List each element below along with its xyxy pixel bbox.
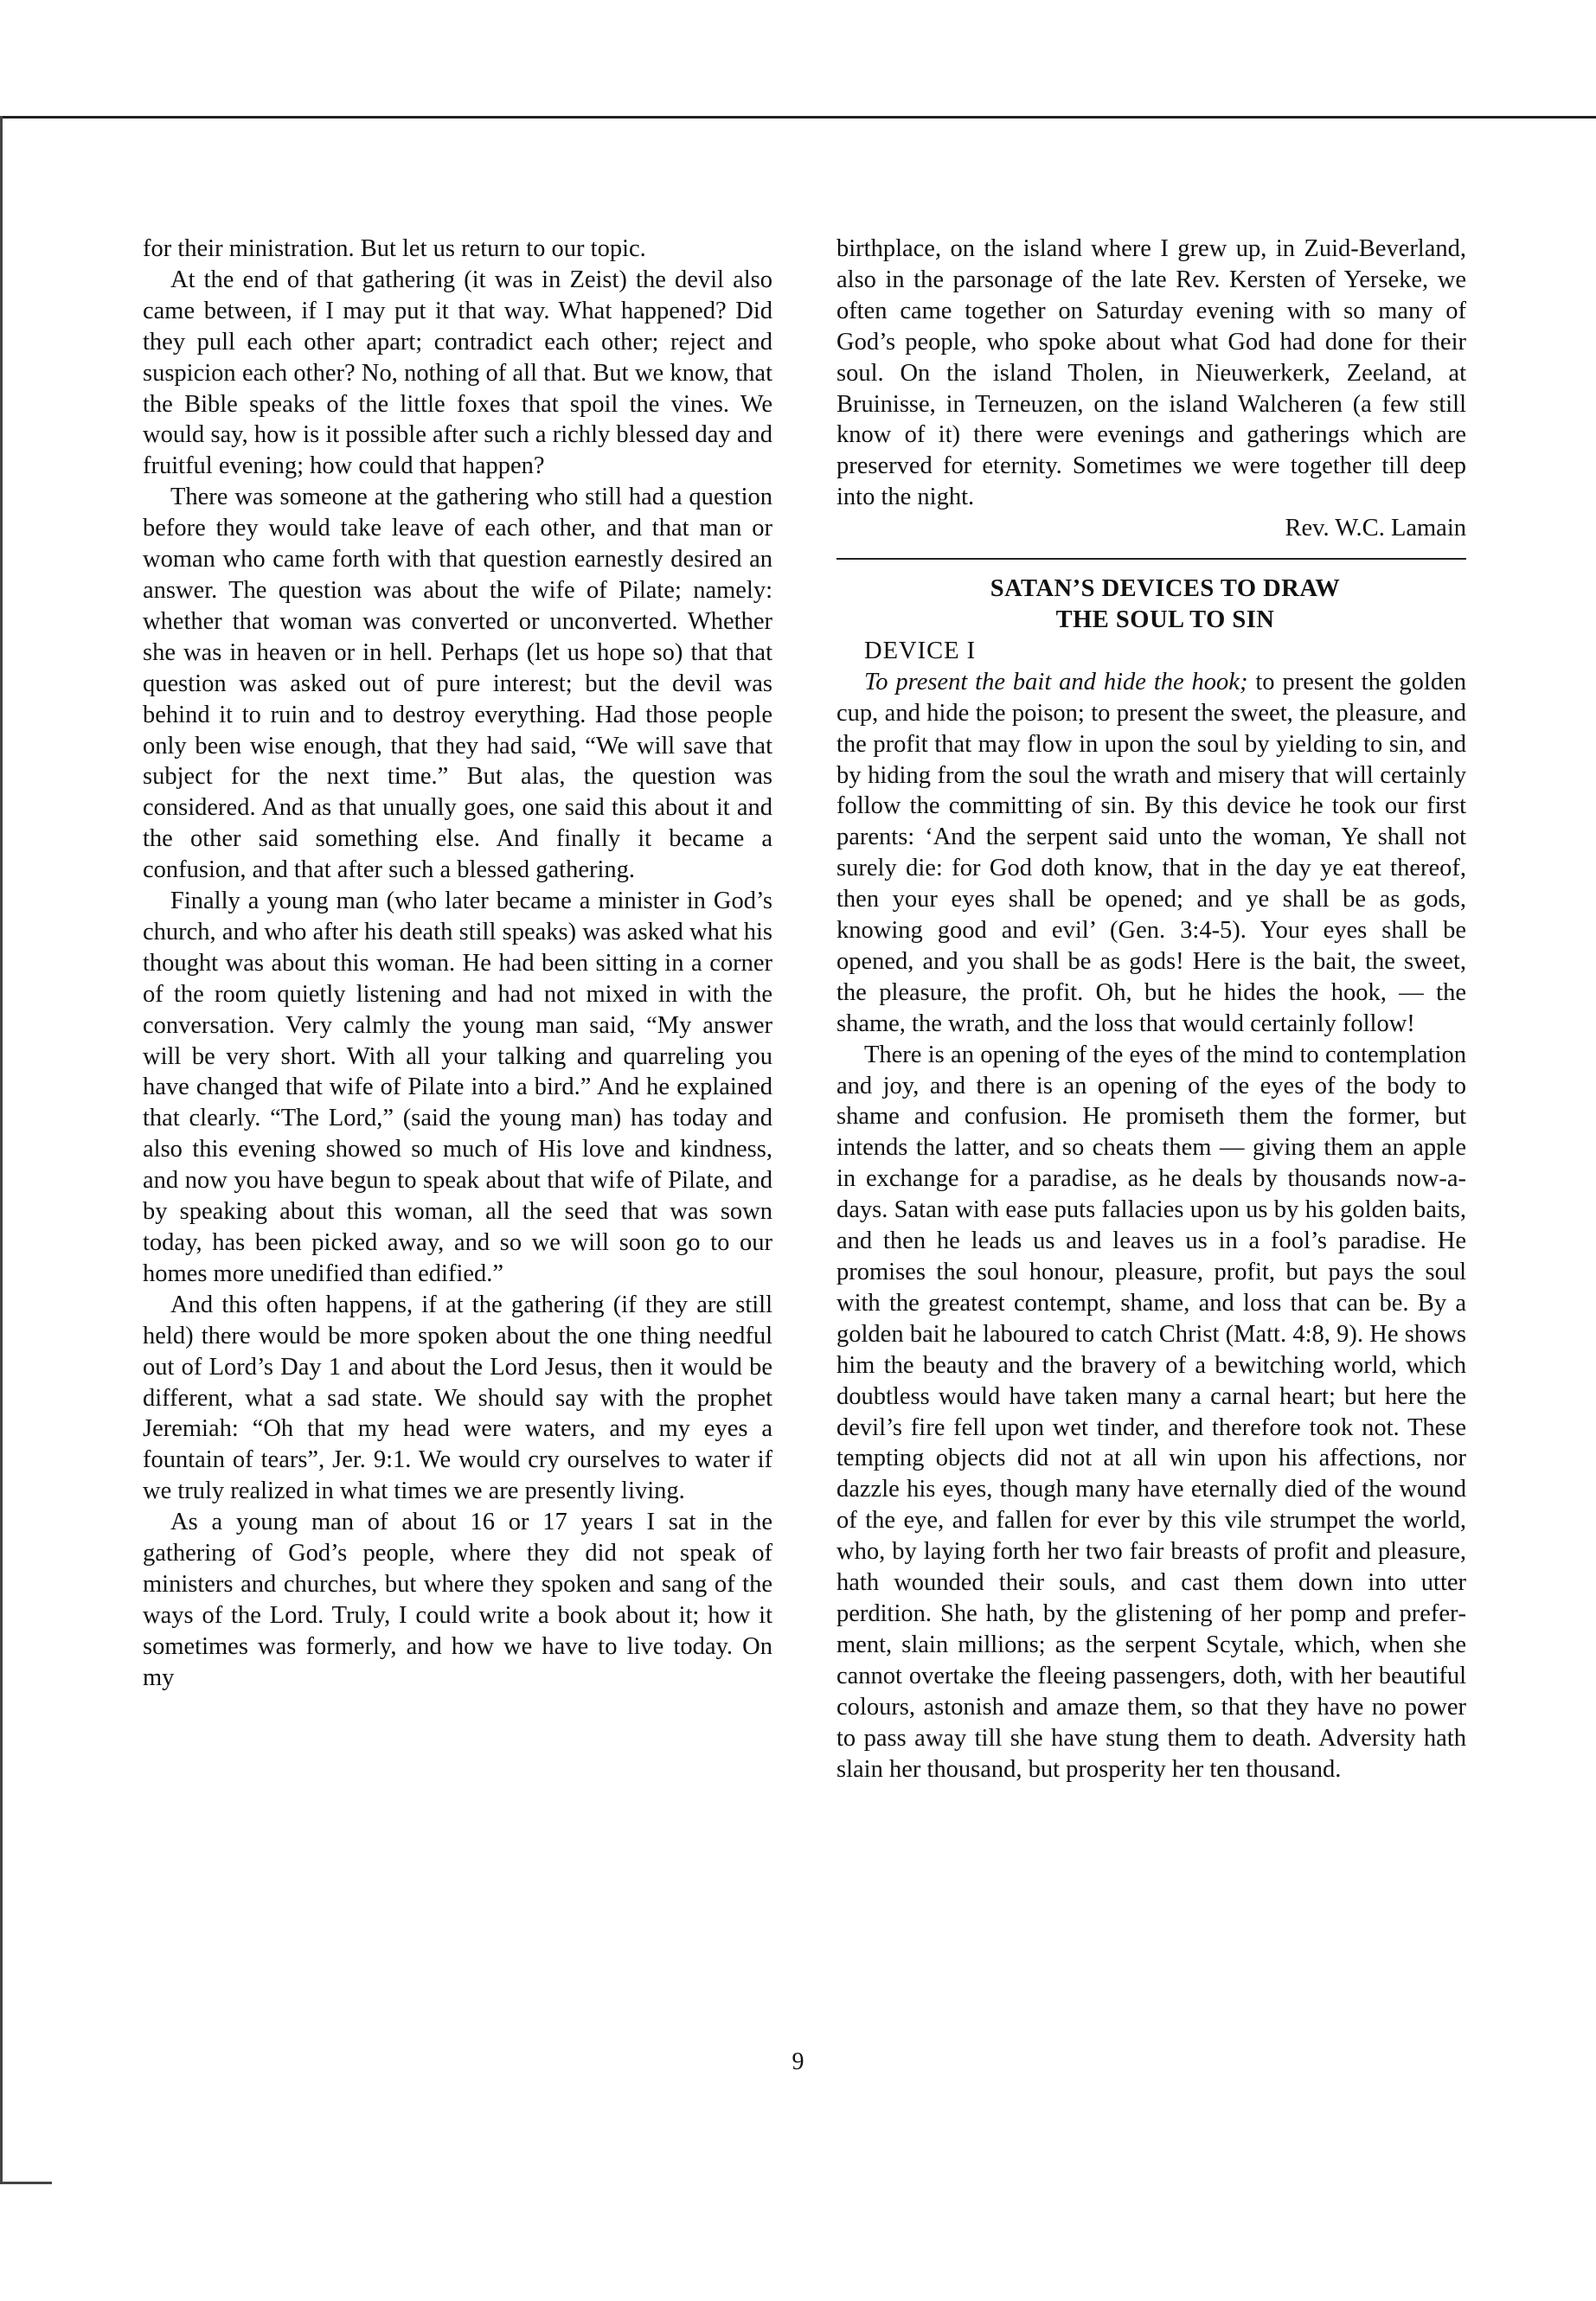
page-top-rule — [0, 116, 1596, 119]
page-left-edge — [0, 116, 3, 2183]
device-lead-paragraph — [836, 667, 1466, 1040]
page-bottom-edge — [0, 2182, 52, 2184]
page-number: 9 — [792, 2048, 804, 2075]
section-divider — [836, 558, 1466, 560]
right-paragraph-2: There is an opening of the eyes of the mind to contemplation and joy, and there is an opening of the eyes of the body to shame and confusion. He promiseth them the former, but intends the latter, and so cheats them — giving them an apple in exchange for a paradise, as he deals by thousands now-a-days. Satan with ease puts fallacies upon us by his golden baits, and then he leads us and leaves us in a fool’s paradise. He promises the soul honour, pleasure, profit, but pays the soul with the greatest contempt, shame, and loss that can be. By a golden bait he laboured to catch Christ (Matt. 4:8, 9). He shows him the beauty and the bravery of a bewitching world, which doubtless would have taken many a carnal heart; but here the devil’s fire fell upon wet tinder, and therefore took not. These tempting objects did not at all win upon his affections, nor dazzle his eyes, though many have eternally died of the wound of the eye, and fallen for ever by this vile strumpet the world, who, by laying forth her two fair breasts of profit and pleasure, hath wounded their souls, and cast them down into utter perdition. She hath, by the glistening of her pomp and preferment, slain millions; as the serpent Scytale, which, when she cannot overtake the fleeing passengers, doth, with her beautiful colours, astonish and amaze them, so that they have no power to pass away till she have stung them to death. Adversity hath slain her thousand, but prosperity her ten thousand. — [836, 1041, 1466, 1783]
device-lead-italic: To present the bait and hide the hook; — [864, 668, 1248, 695]
device-heading: DEVICE I — [864, 637, 977, 664]
left-paragraph-2: At the end of that gathering (it was in Zeist) the devil also came between, if I may put it that way. What happened? Did they pull each other apart; contradict each other; reject and suspicion each other? No, nothing of all that. But we know, that the Bible speaks of the little foxes that spoil the vines. We would say, how is it possible after such a richly blessed day and fruitful evening; how could that happen? — [143, 266, 772, 480]
left-column — [143, 234, 772, 1694]
left-paragraph-6: As a young man of about 16 or 17 years I sat in the gathering of God’s people, where they did not speak of ministers and churches, but where they spoken and sang of the ways of the Lord. Truly, I could write a book about it; how it sometimes was formerly, and how we have to live today. On my — [143, 1509, 772, 1691]
right-column — [836, 234, 1466, 1785]
article-title-line-1: SATAN’S DEVICES TO DRAW — [990, 575, 1341, 603]
left-paragraph-5: And this often happens, if at the gathering (if they are still held) there would be more spoken about the one thing needful out of Lord’s Day 1 and about the Lord Jesus, then it would be different, what a sad state. We should say with the prophet Jeremiah: “Oh that my head were waters, and my eyes a fountain of tears”, Jer. 9:1. We would cry ourselves to water if we truly realized in what times we are presently living. — [143, 1291, 772, 1505]
left-paragraph-3: There was someone at the gathering who still had a question before they would take leave of each other, and that man or woman who came forth with that question earnestly desired an answer. The question was about the wife of Pilate; namely: whether that woman was converted or unconverted. Whether she was in heaven or in hell. Perhaps (let us hope so) that that question was asked out of pure interest; but the devil was behind it to ruin and to destroy everything. Had those people only been wise enough, that they had said, “We will save that subject for the next time.” But alas, the question was considered. And as that unually goes, one said this about it and the other said something else. And finally it became a confusion, and that after such a blessed gathering. — [143, 484, 772, 884]
left-paragraph-4: Finally a young man (who later became a minister in God’s church, and who after his death still speaks) was asked what his thought was about this woman. He had been sitting in a corner of the room quietly listening and had not mixed in with the conversation. Very calmly the young man said, “My answer will be very short. With all your talking and quarreling you have changed that wife of Pilate into a bird.” And he explained that clearly. “The Lord,” (said the young man) has today and also this evening showed so much of His love and kindness, and now you have begun to speak about that wife of Pilate, and by speaking about this woman, all the seed that was sown today, has been picked away, and so we will soon go to our homes more unedified than edified.” — [143, 888, 772, 1287]
article-title-line-2: THE SOUL TO SIN — [1055, 606, 1275, 633]
right-continuation-paragraph: birthplace, on the island where I grew up, in Zuid-Beverland, also in the parsonage of the late Rev. Kersten of Yerseke, we often came together on Saturday evening with so many of God’s people, who spoke about what God had done for their soul. On the island Tholen, in Nieuwerkerk, Zeeland, at Bruinisse, in Terneuzen, on the island Walcheren (a few still know of it) there were evenings and gatherings which are preserved for eternity. Sometimes we were together till deep into the night. — [836, 235, 1466, 511]
left-paragraph-1: for their ministration. But let us return to our topic. — [143, 235, 646, 262]
author-signature: Rev. W.C. Lamain — [1285, 515, 1466, 542]
device-lead-rest: to present the golden cup, and hide the poison; to present the sweet, the pleasure, and the profit that may flow in upon the soul by yielding to sin, and by hiding from the soul the wrath and misery that will certainly follow the committing of sin. By this device he took our first parents: ‘And the serpent said unto the woman, Ye shall not surely die: for God doth know, that in the day ye eat thereof, then your eyes shall be opened; and ye shall be as gods, knowing good and evil’ (Gen. 3:4-5). Your eyes shall be opened, and you shall be as gods! Here is the bait, the sweet, the pleasure, the profit. Oh, but he hides the hook, — the shame, the wrath, and the loss that would certainly follow! — [836, 668, 1466, 1037]
